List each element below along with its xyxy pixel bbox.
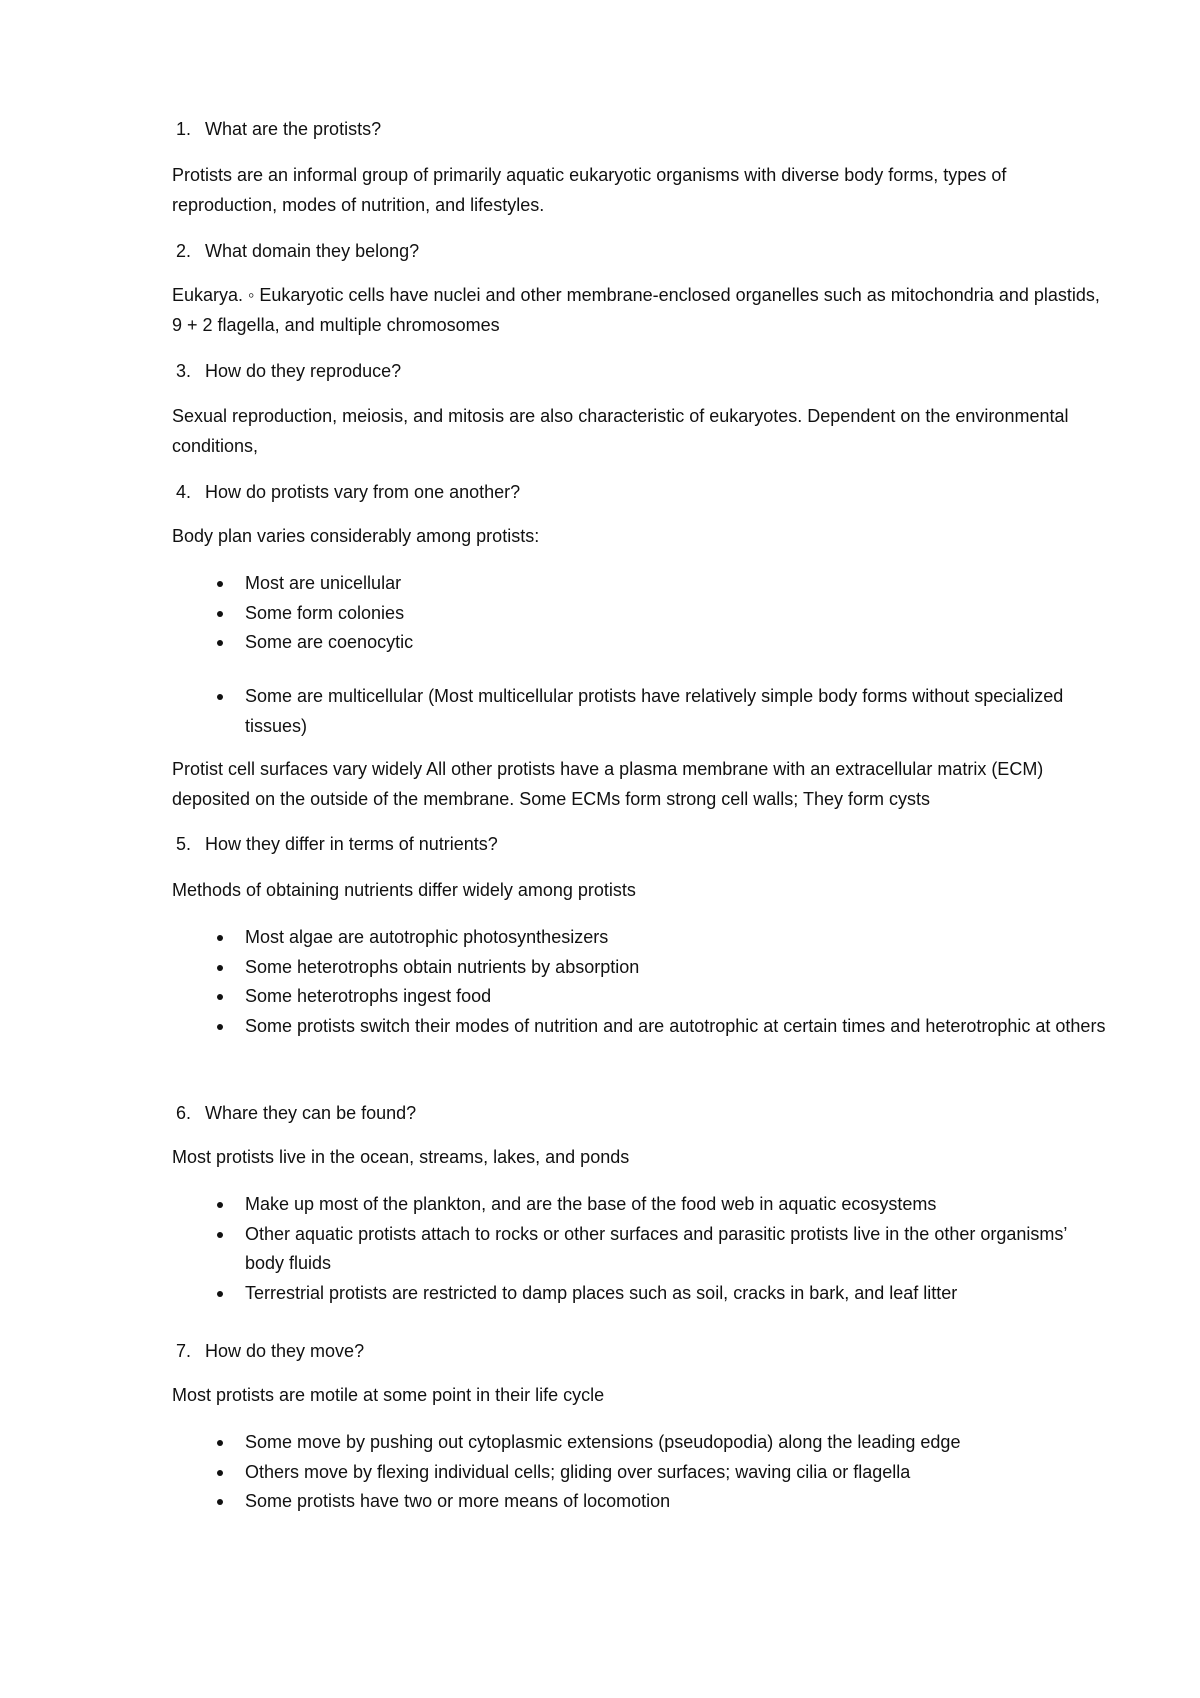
question-2: [175, 236, 420, 266]
question-number: 6.: [175, 1103, 191, 1123]
list-item: Some heterotrophs obtain nutrients by absorption: [0, 953, 1107, 983]
answer-4-cell-surfaces: Protist cell surfaces vary widely All other protists have a plasma membrane with an extracellular matrix (ECM) deposited on the outside of the membrane. Some ECMs form strong cell walls; They form cysts: [172, 759, 1044, 809]
question-5: [175, 829, 498, 859]
bullet-icon: [217, 935, 223, 941]
question-text: How they differ in terms of nutrients?: [205, 834, 498, 854]
question-text: How do they move?: [205, 1341, 365, 1361]
bullet-list-4a: [0, 569, 1107, 658]
question-7: [175, 1336, 365, 1366]
answer-6-intro: Most protists live in the ocean, streams, lakes, and ponds: [172, 1147, 630, 1167]
question-number: 2.: [175, 241, 191, 261]
question-3: [175, 356, 402, 386]
answer-2: Eukarya. ◦ Eukaryotic cells have nuclei and other membrane-enclosed organelles such as mitochondria and plastids, 9 + 2 flagella, and multiple chromosomes: [172, 285, 1100, 335]
bullet-icon: [217, 1024, 223, 1030]
question-number: 5.: [175, 834, 191, 854]
bullet-icon: [217, 965, 223, 971]
bullet-icon: [217, 581, 223, 587]
bullet-icon: [217, 1232, 223, 1238]
question-text: How do they reproduce?: [205, 361, 402, 381]
bullet-list-7: [0, 1428, 1107, 1517]
question-text: What are the protists?: [205, 119, 382, 139]
question-text: What domain they belong?: [205, 241, 420, 261]
answer-3: Sexual reproduction, meiosis, and mitosis are also characteristic of eukaryotes. Dependent on the environmental conditions,: [172, 406, 1069, 456]
answer-5-intro: Methods of obtaining nutrients differ widely among protists: [172, 880, 636, 900]
bullet-icon: [217, 1499, 223, 1505]
question-text: Whare they can be found?: [205, 1103, 417, 1123]
bullet-list-5: [0, 923, 1107, 1041]
bullet-list-4b: [0, 682, 1107, 741]
question-6: [175, 1098, 417, 1128]
list-item: Some are coenocytic: [0, 628, 1107, 658]
question-number: 3.: [175, 361, 191, 381]
bullet-icon: [217, 994, 223, 1000]
list-item: Most algae are autotrophic photosynthesizers: [0, 923, 1107, 953]
bullet-icon: [217, 611, 223, 617]
answer-4-intro: Body plan varies considerably among protists:: [172, 526, 540, 546]
bullet-icon: [217, 1470, 223, 1476]
list-item: Most are unicellular: [0, 569, 1107, 599]
bullet-icon: [217, 640, 223, 646]
list-item: Terrestrial protists are restricted to damp places such as soil, cracks in bark, and leaf litter: [0, 1279, 1107, 1309]
bullet-icon: [217, 694, 223, 700]
list-item: Some protists switch their modes of nutrition and are autotrophic at certain times and heterotrophic at others: [0, 1012, 1107, 1042]
list-item: Some protists have two or more means of locomotion: [0, 1487, 1107, 1517]
bullet-icon: [217, 1440, 223, 1446]
question-text: How do protists vary from one another?: [205, 482, 521, 502]
list-item: Some form colonies: [0, 599, 1107, 629]
list-item: Some move by pushing out cytoplasmic extensions (pseudopodia) along the leading edge: [0, 1428, 1107, 1458]
question-4: [175, 477, 521, 507]
list-item: Other aquatic protists attach to rocks or other surfaces and parasitic protists live in the other organisms’ body fluids: [0, 1220, 1107, 1279]
question-number: 7.: [175, 1341, 191, 1361]
answer-7-intro: Most protists are motile at some point in their life cycle: [172, 1385, 605, 1405]
bullet-list-6: [0, 1190, 1107, 1308]
question-1: [175, 114, 382, 144]
question-number: 4.: [175, 482, 191, 502]
question-number: 1.: [175, 119, 191, 139]
list-item: Some heterotrophs ingest food: [0, 982, 1107, 1012]
bullet-icon: [217, 1202, 223, 1208]
list-item: Make up most of the plankton, and are the base of the food web in aquatic ecosystems: [0, 1190, 1107, 1220]
bullet-icon: [217, 1291, 223, 1297]
answer-1: Protists are an informal group of primarily aquatic eukaryotic organisms with diverse body forms, types of reproduction, modes of nutrition, and lifestyles.: [172, 165, 1007, 215]
list-item: Others move by flexing individual cells; gliding over surfaces; waving cilia or flagella: [0, 1458, 1107, 1488]
list-item: Some are multicellular (Most multicellular protists have relatively simple body forms without specialized tissues): [0, 682, 1107, 741]
